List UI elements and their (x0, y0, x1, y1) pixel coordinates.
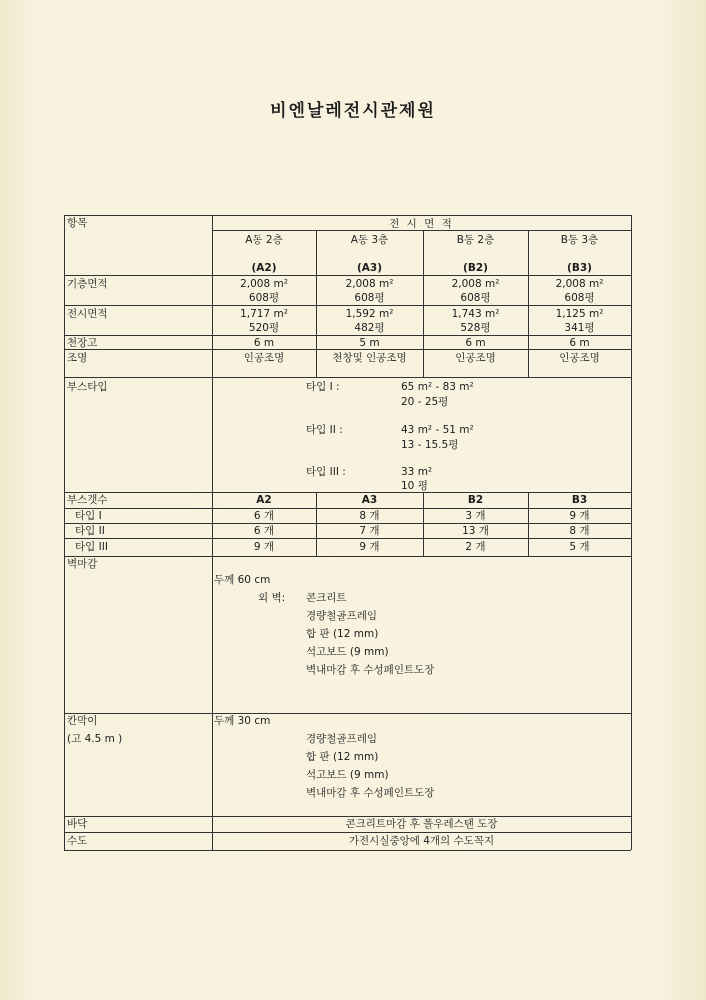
booth-count-type1-a2: 6 개 (253, 510, 275, 522)
booth-type-1-pyeong: 20 - 25평 (401, 396, 449, 408)
ceiling-b3: 6 m (569, 337, 590, 349)
partition-thickness: 두께 30 cm (214, 715, 271, 727)
exhibit-area-pyeong-b2: 528평 (460, 322, 491, 334)
lighting-a2: 인공조명 (243, 352, 285, 364)
booth-count-code-b3: B3 (571, 494, 588, 506)
booth-count-type3-a3: 9 개 (359, 541, 380, 553)
wall-item-5: 벽내마감 후 수성페인트도장 (306, 664, 435, 676)
partition-item-4: 벽내마감 후 수성페인트도장 (306, 787, 435, 799)
booth-count-code-a2: A2 (256, 494, 272, 506)
floor-area-pyeong-b2: 608평 (460, 292, 491, 304)
col-building-a3: A동 3층 (350, 234, 389, 246)
exhibit-area-m2-b2: 1,743 m² (451, 308, 500, 320)
booth-type-1-area: 65 m² - 83 m² (401, 381, 474, 393)
floor-area-m2-b3: 2,008 m² (555, 278, 604, 290)
exhibit-area-m2-a3: 1,592 m² (345, 308, 394, 320)
col-building-a2: A동 2층 (245, 234, 283, 246)
exhibit-area-pyeong-a2: 520평 (248, 322, 280, 334)
area-group-header: 전 시 면 적 (389, 218, 454, 230)
ceiling-label: 천장고 (67, 337, 98, 349)
booth-count-type2-b3: 8 개 (569, 525, 590, 537)
booth-count-code-a3: A3 (361, 494, 378, 506)
col-building-b2: B동 2층 (456, 234, 495, 246)
wall-outer-label: 외 벽: (258, 592, 286, 604)
booth-count-type2-b2: 13 개 (462, 525, 489, 537)
booth-count-type2-label: 타입 II (75, 525, 105, 537)
booth-count-type1-label: 타입 I (75, 510, 102, 522)
floor-value: 콘크리트마감 후 폴우레스탠 도장 (345, 818, 498, 830)
exhibit-area-m2-b3: 1,125 m² (555, 308, 604, 320)
lighting-b3: 인공조명 (559, 352, 600, 364)
partition-item-3: 석고보드 (9 mm) (306, 769, 389, 781)
page-title: 비엔날레전시관제원 (270, 101, 436, 121)
col-code-a3: (A3) (356, 262, 383, 274)
booth-count-type2-a3: 7 개 (359, 525, 380, 537)
booth-count-type3-b2: 2 개 (465, 541, 486, 553)
floor-area-pyeong-a3: 608평 (354, 292, 385, 304)
ceiling-a2: 6 m (253, 337, 275, 349)
booth-type-3-pyeong: 10 평 (401, 480, 428, 492)
booth-type-2-name: 타입 II : (306, 424, 343, 436)
booth-type-2-area: 43 m² - 51 m² (401, 424, 474, 436)
wall-item-4: 석고보드 (9 mm) (306, 646, 389, 658)
ceiling-b2: 6 m (465, 337, 486, 349)
ceiling-a3: 5 m (359, 337, 380, 349)
booth-type-3-name: 타입 III : (306, 466, 346, 478)
exhibit-area-pyeong-b3: 341평 (564, 322, 595, 334)
partition-label: 칸막이 (67, 715, 98, 727)
lighting-b2: 인공조명 (455, 352, 496, 364)
booth-count-type3-b3: 5 개 (569, 541, 590, 553)
exhibit-area-m2-a2: 1,717 m² (240, 308, 288, 320)
col-code-b2: (B2) (463, 262, 488, 274)
wall-thickness: 두께 60 cm (214, 574, 271, 586)
floor-area-m2-b2: 2,008 m² (451, 278, 500, 290)
booth-count-type1-a3: 8 개 (359, 510, 380, 522)
booth-count-type3-a2: 9 개 (253, 541, 275, 553)
col-building-b3: B동 3층 (560, 234, 599, 246)
floor-area-label: 기층면적 (67, 278, 108, 290)
booth-count-type1-b2: 3 개 (465, 510, 486, 522)
booth-type-label: 부스타입 (67, 381, 108, 393)
booth-count-type3-label: 타입 III (75, 541, 108, 553)
exhibit-area-label: 전시면적 (67, 308, 108, 320)
partition-item-1: 경량철골프레임 (306, 733, 378, 745)
wall-finish-label: 벽마감 (67, 558, 98, 570)
lighting-a3: 천창및 인공조명 (332, 352, 407, 364)
wall-item-3: 합 판 (12 mm) (306, 628, 379, 640)
booth-type-2-pyeong: 13 - 15.5평 (401, 439, 459, 451)
col-code-a2: (A2) (251, 262, 277, 274)
water-value: 가전시실중앙에 4개의 수도꼭지 (348, 835, 495, 847)
col-code-b3: (B3) (567, 262, 592, 274)
booth-count-code-b2: B2 (467, 494, 484, 506)
item-header: 항목 (67, 217, 88, 229)
floor-area-pyeong-a2: 608평 (248, 292, 280, 304)
floor-area-m2-a3: 2,008 m² (345, 278, 394, 290)
booth-count-type1-b3: 9 개 (569, 510, 590, 522)
lighting-label: 조명 (67, 352, 88, 364)
water-label: 수도 (67, 835, 88, 847)
booth-type-1-name: 타입 I : (306, 381, 340, 393)
booth-type-3-area: 33 m² (401, 466, 433, 478)
floor-label: 바닥 (67, 818, 88, 830)
exhibit-area-pyeong-a3: 482평 (354, 322, 385, 334)
partition-item-2: 합 판 (12 mm) (306, 751, 379, 763)
partition-sublabel: (고 4.5 m ) (67, 733, 123, 745)
booth-count-label: 부스갯수 (67, 494, 108, 506)
booth-count-type2-a2: 6 개 (253, 525, 275, 537)
wall-item-2: 경량철골프레임 (306, 610, 378, 622)
floor-area-m2-a2: 2,008 m² (240, 278, 288, 290)
floor-area-pyeong-b3: 608평 (564, 292, 595, 304)
wall-item-1: 콘크리트 (306, 592, 347, 604)
